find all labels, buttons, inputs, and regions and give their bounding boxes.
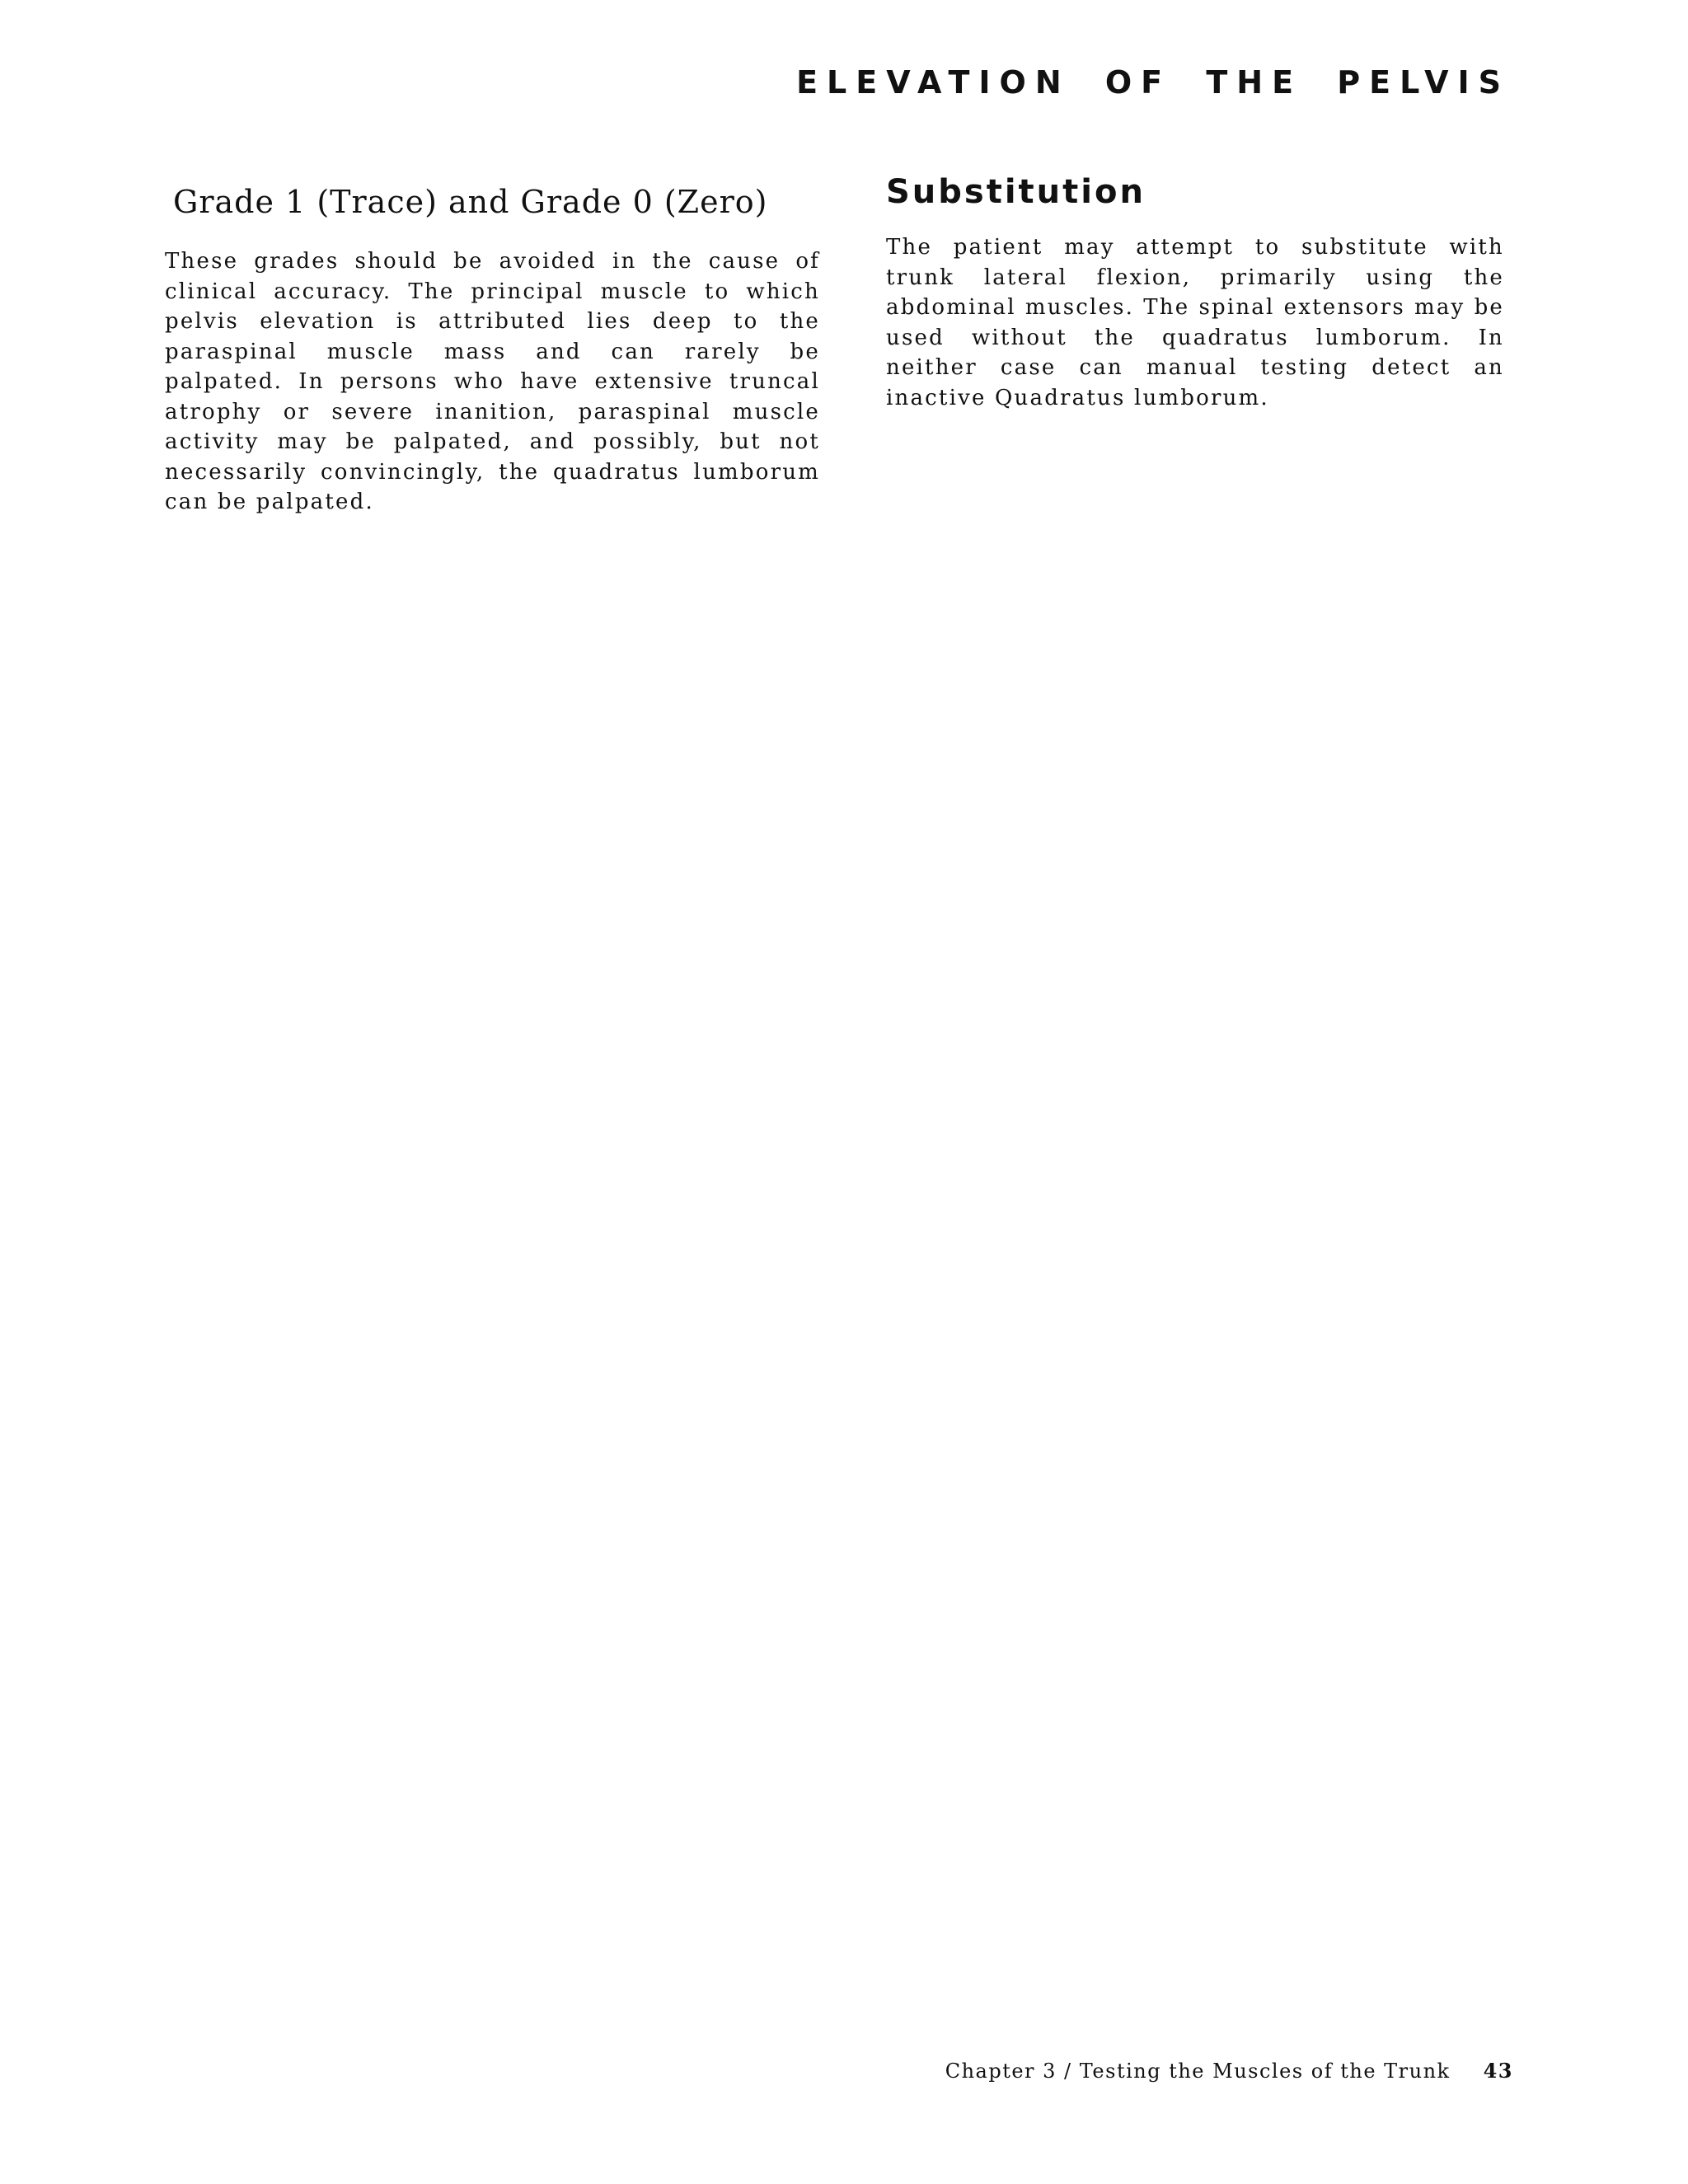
grade-trace-zero-paragraph: These grades should be avoided in the cause of clinical accuracy. The principal muscle to which pelvis elevation is attributed lies deep to the paraspinal muscle mass and can rarely be palpated. In persons who have extensive truncal atrophy or severe inanition, paraspinal muscle activity may be palpated, and possibly, but not necessarily convincingly, the quadratus lumborum can be palpated. [165, 249, 820, 514]
page-number: 43 [1483, 2059, 1513, 2083]
page-footer [945, 2059, 1513, 2083]
left-column [165, 173, 820, 518]
grade-trace-zero-heading: Grade 1 (Trace) and Grade 0 (Zero) [173, 184, 768, 220]
footer-chapter-title: Chapter 3 / Testing the Muscles of the Trunk [945, 2060, 1451, 2083]
substitution-heading: Substitution [886, 173, 1146, 211]
right-column [886, 173, 1504, 413]
substitution-paragraph: The patient may attempt to substitute with trunk lateral flexion, primarily using the abdominal muscles. The spinal extensors may be used without the quadratus lumborum. In neither case can manual testing detect an inactive Quadratus lumborum. [886, 235, 1504, 410]
running-header: ELEVATION OF THE PELVIS [796, 64, 1510, 101]
